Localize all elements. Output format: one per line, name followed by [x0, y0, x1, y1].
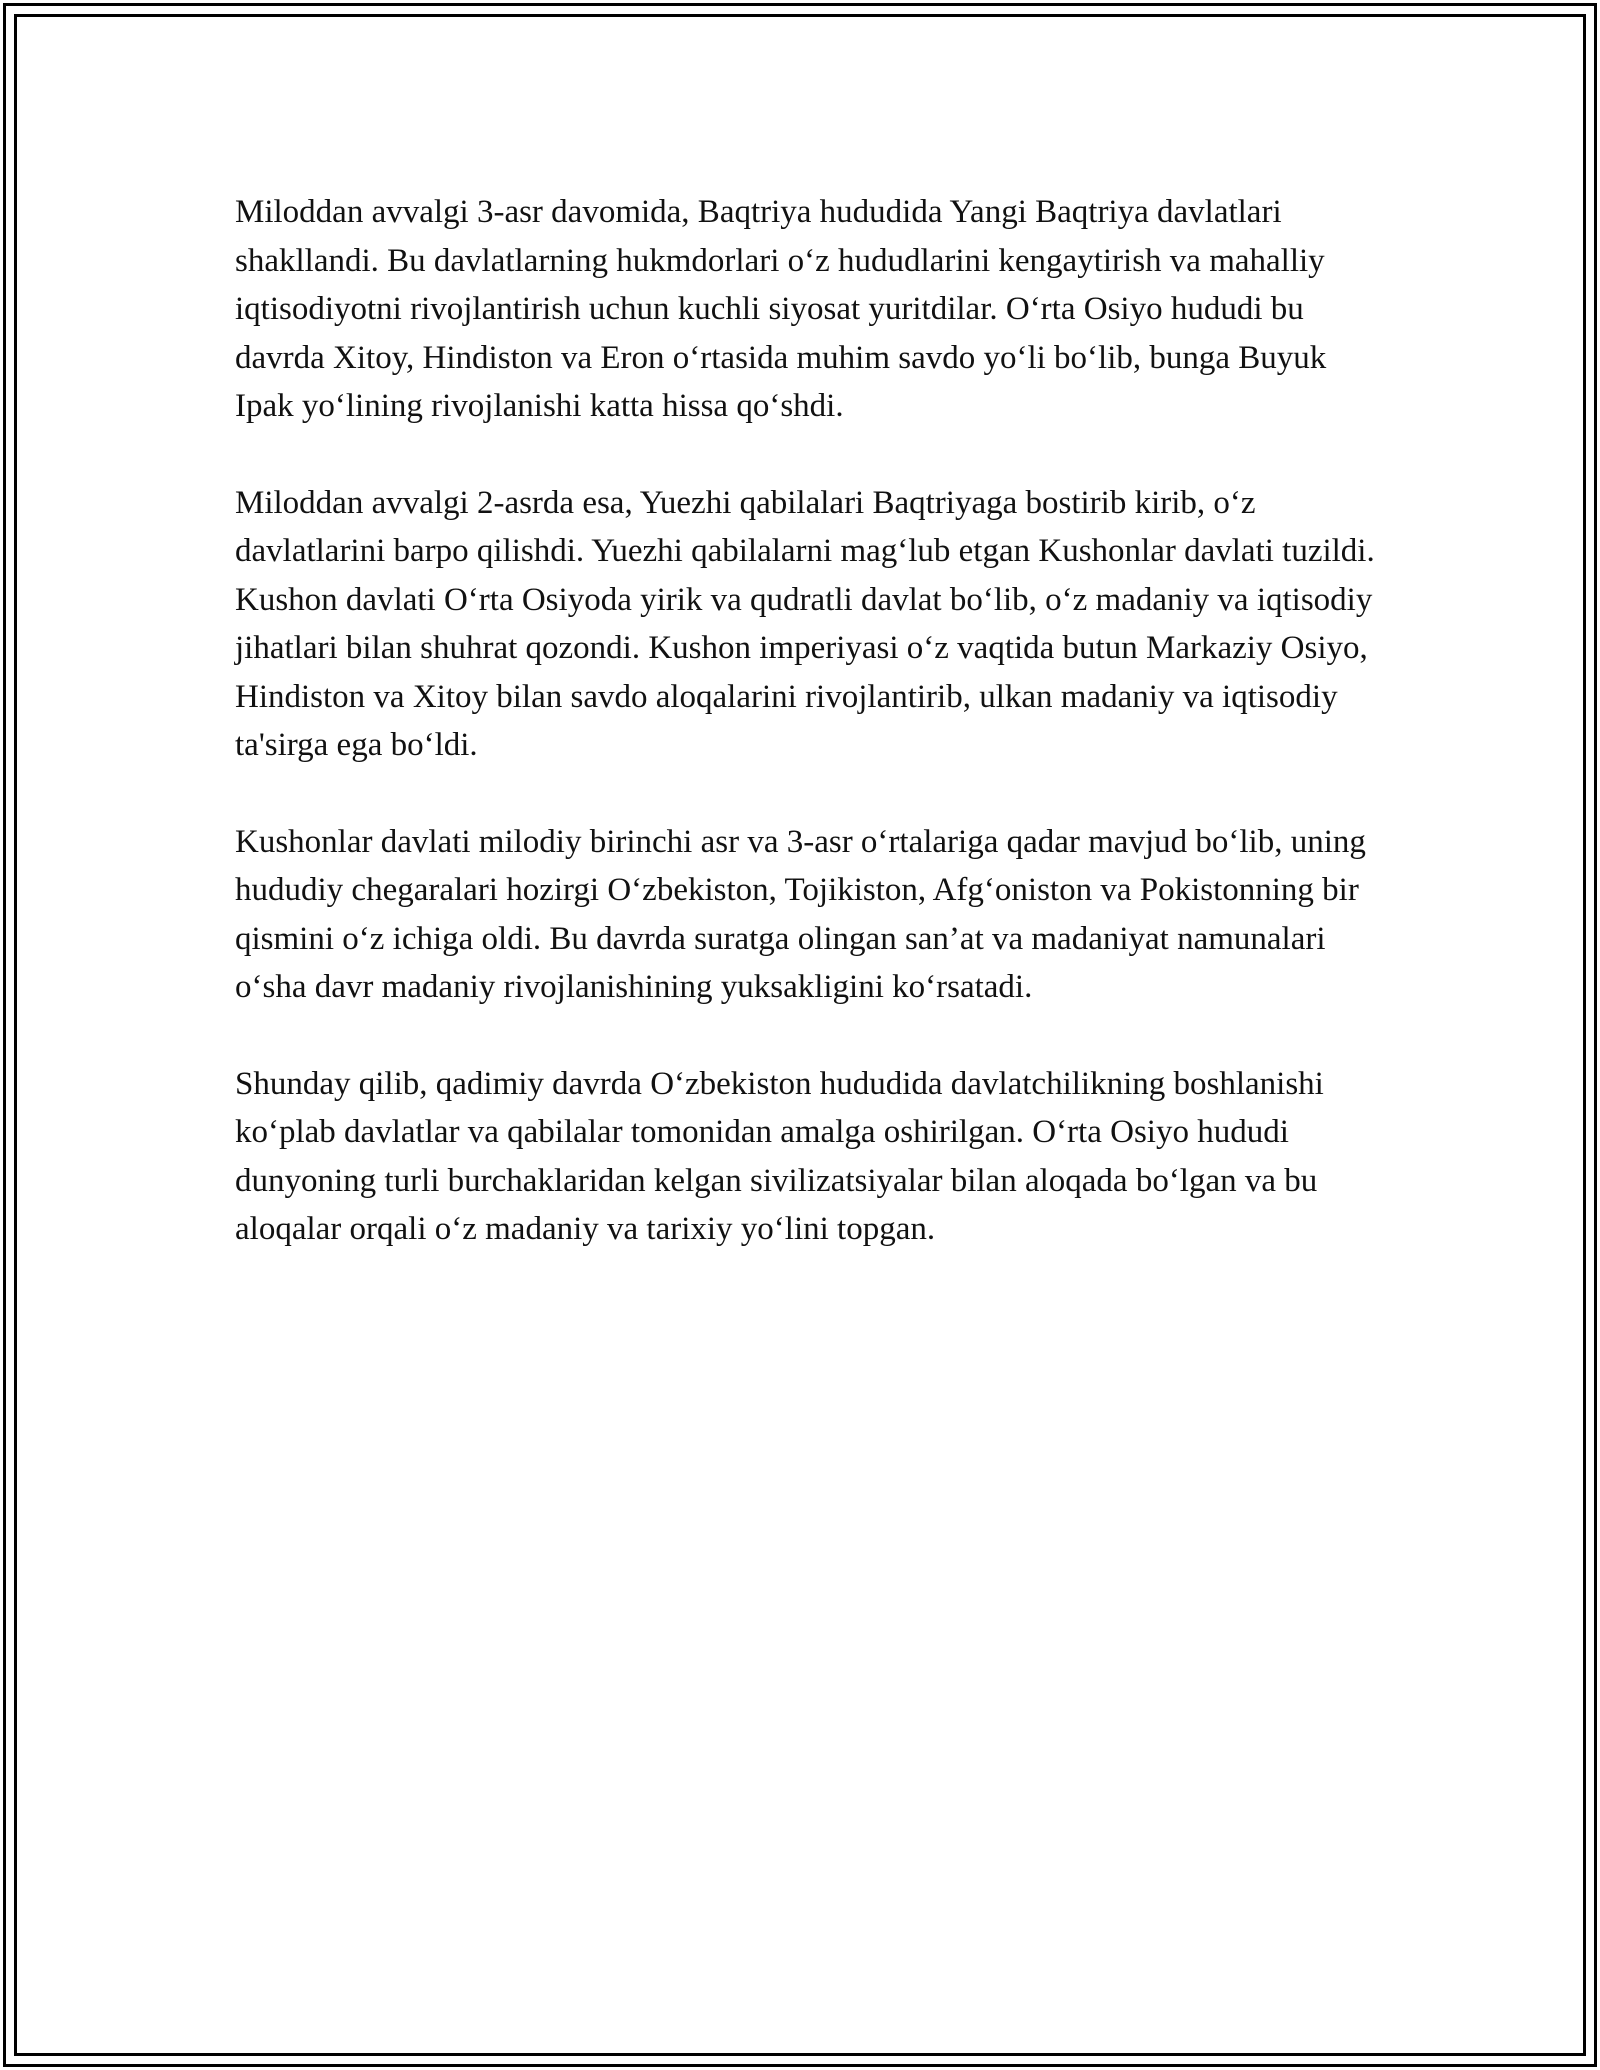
document-body [235, 188, 1375, 1302]
paragraph-3: Kushonlar davlati milodiy birinchi asr va 3-asr o‘rtalariga qadar mavjud bo‘lib, uning hududiy chegaralari hozirgi O‘zbekiston, Tojikiston, Afg‘oniston va Pokistonning bir qismini o‘z ichiga oldi. Bu davrda suratga olingan san’at va madaniyat namunalari o‘sha davr madaniy rivojlanishining yuksakligini ko‘rsatadi. [235, 823, 1366, 1005]
paragraph-1: Miloddan avvalgi 3-asr davomida, Baqtriya hududida Yangi Baqtriya davlatlari shakllandi. Bu davlatlarning hukmdorlari o‘z hududlarini kengaytirish va mahalliy iqtisodiyotni rivojlantirish uchun kuchli siyosat yuritdilar. O‘rta Osiyo hududi bu davrda Xitoy, Hindiston va Eron o‘rtasida muhim savdo yo‘li bo‘lib, bunga Buyuk Ipak yo‘lining rivojlanishi katta hissa qo‘shdi. [235, 194, 1327, 424]
paragraph-2: Miloddan avvalgi 2-asrda esa, Yuezhi qabilalari Baqtriyaga bostirib kirib, o‘z davlatlarini barpo qilishdi. Yuezhi qabilalarni mag‘lub etgan Kushonlar davlati tuzildi. Kushon davlati O‘rta Osiyoda yirik va qudratli davlat bo‘lib, o‘z madaniy va iqtisodiy jihatlari bilan shuhrat qozondi. Kushon imperiyasi o‘z vaqtida butun Markaziy Osiyo, Hindiston va Xitoy bilan savdo aloqalarini rivojlantirib, ulkan madaniy va iqtisodiy ta'sirga ega bo‘ldi. [235, 484, 1375, 763]
paragraph-4: Shunday qilib, qadimiy davrda O‘zbekiston hududida davlatchilikning boshlanishi ko‘plab davlatlar va qabilalar tomonidan amalga oshirilgan. O‘rta Osiyo hududi dunyoning turli burchaklaridan kelgan sivilizatsiyalar bilan aloqada bo‘lgan va bu aloqalar orqali o‘z madaniy va tarixiy yo‘lini topgan. [235, 1065, 1324, 1247]
